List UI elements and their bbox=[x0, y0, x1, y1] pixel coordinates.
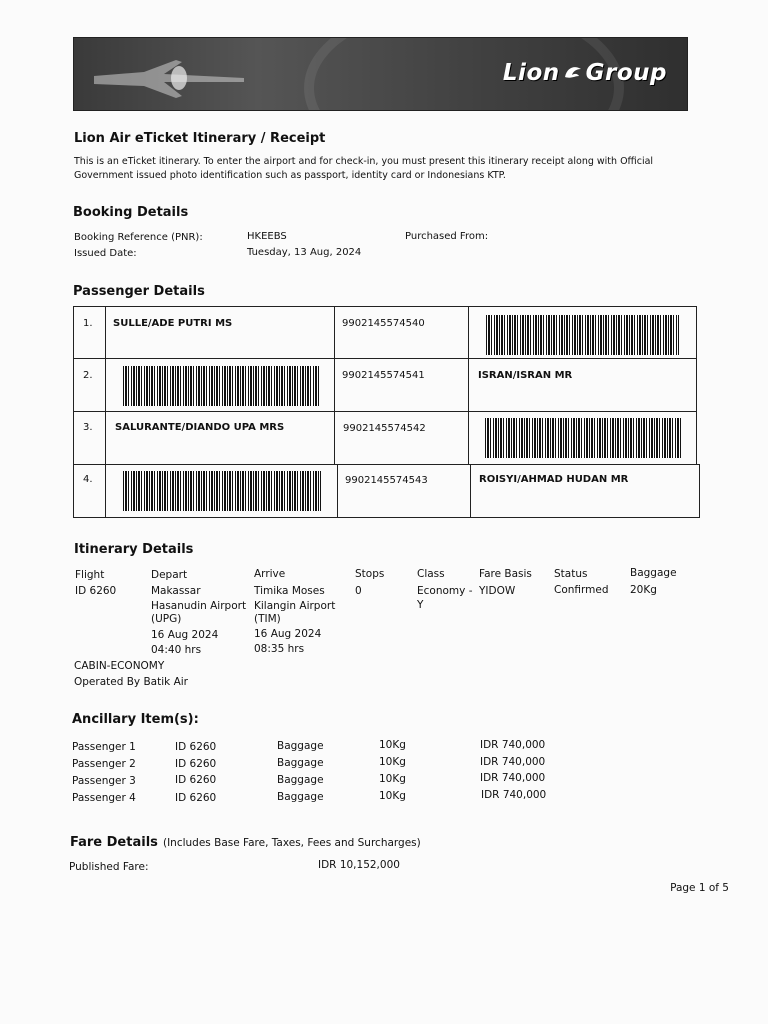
ancillary-flight: ID 6260 bbox=[175, 792, 217, 804]
arrive-line: Kilangin Airport bbox=[254, 600, 336, 612]
pax-name: SULLE/ADE PUTRI MS bbox=[113, 318, 233, 329]
arrive-line: 08:35 hrs bbox=[254, 643, 305, 655]
arrive-line: 16 Aug 2024 bbox=[254, 628, 322, 640]
pax-number: 3. bbox=[83, 422, 93, 433]
col-arrive-header: Arrive bbox=[254, 568, 286, 580]
class-line: Economy - bbox=[417, 585, 473, 597]
ancillary-weight: 10Kg bbox=[379, 739, 406, 751]
ancillary-item: Baggage bbox=[277, 740, 324, 752]
fare-note: (Includes Base Fare, Taxes, Fees and Surcharges) bbox=[162, 837, 421, 849]
col-status-header: Status bbox=[554, 568, 588, 580]
pax-name: ISRAN/ISRAN MR bbox=[478, 370, 573, 381]
itinerary-heading: Itinerary Details bbox=[74, 542, 194, 557]
ancillary-passenger: Passenger 2 bbox=[72, 758, 136, 770]
pax-row-1-ticket-cell bbox=[334, 306, 469, 359]
pax-row-4-num-cell bbox=[73, 464, 106, 518]
col-flight-header: Flight bbox=[75, 569, 105, 581]
ancillary-passenger: Passenger 4 bbox=[72, 792, 136, 804]
pax-name: ROISYI/AHMAD HUDAN MR bbox=[479, 474, 629, 485]
ticket-number: 9902145574541 bbox=[342, 370, 425, 381]
cabin-class: CABIN-ECONOMY bbox=[74, 660, 165, 672]
arrive-line: Timika Moses bbox=[254, 585, 325, 597]
ancillary-weight: 10Kg bbox=[379, 756, 406, 768]
ancillary-flight: ID 6260 bbox=[175, 758, 217, 770]
depart-line: 16 Aug 2024 bbox=[151, 629, 219, 641]
pax-number: 4. bbox=[83, 474, 93, 485]
pax-number: 1. bbox=[83, 318, 93, 329]
ancillary-price: IDR 740,000 bbox=[481, 789, 547, 801]
page-title: Lion Air eTicket Itinerary / Receipt bbox=[74, 131, 326, 146]
pax-row-2-ticket-cell bbox=[334, 358, 469, 412]
pax-name: SALURANTE/DIANDO UPA MRS bbox=[115, 422, 285, 433]
depart-line: Hasanudin Airport bbox=[151, 600, 247, 612]
pax-row-1-num-cell bbox=[73, 306, 106, 359]
booking-heading: Booking Details bbox=[73, 205, 189, 220]
barcode-icon bbox=[123, 366, 319, 406]
depart-line: (UPG) bbox=[151, 613, 182, 625]
fare-basis-value: YIDOW bbox=[479, 585, 516, 597]
fare-heading-line bbox=[70, 831, 421, 850]
ancillary-passenger: Passenger 1 bbox=[72, 741, 136, 753]
ticket-number: 9902145574542 bbox=[343, 423, 426, 434]
lion-group-logo: Lion Group bbox=[502, 60, 667, 86]
col-stops-header: Stops bbox=[355, 568, 385, 580]
ancillary-weight: 10Kg bbox=[379, 773, 406, 785]
barcode-icon bbox=[485, 418, 681, 458]
pax-row-3-num-cell bbox=[73, 411, 106, 465]
arrive-line: (TIM) bbox=[254, 613, 281, 625]
ticket-number: 9902145574543 bbox=[345, 475, 428, 486]
lion-logo-icon bbox=[563, 63, 583, 83]
pnr-value: HKEEBS bbox=[247, 231, 287, 242]
page-number: Page 1 of 5 bbox=[670, 882, 729, 894]
pax-row-4-ticket-cell bbox=[337, 464, 471, 518]
ancillary-flight: ID 6260 bbox=[175, 741, 217, 753]
issued-date-label: Issued Date: bbox=[74, 248, 137, 259]
ancillary-weight: 10Kg bbox=[379, 790, 406, 802]
barcode-icon bbox=[486, 315, 679, 355]
col-fare-basis-header: Fare Basis bbox=[479, 568, 532, 580]
pax-row-2-name-cell bbox=[468, 358, 697, 412]
passenger-table bbox=[73, 306, 700, 518]
purchased-from-label: Purchased From: bbox=[405, 231, 489, 242]
published-fare-label: Published Fare: bbox=[69, 861, 149, 873]
pax-row-3-name-cell bbox=[105, 411, 335, 465]
passenger-heading: Passenger Details bbox=[73, 284, 205, 299]
pnr-label: Booking Reference (PNR): bbox=[74, 232, 203, 243]
ancillary-passenger: Passenger 3 bbox=[72, 775, 136, 787]
col-baggage-header: Baggage bbox=[630, 567, 677, 579]
pax-row-3-ticket-cell bbox=[334, 411, 469, 465]
barcode-icon bbox=[123, 471, 321, 511]
ticket-number: 9902145574540 bbox=[342, 318, 425, 329]
ancillary-item: Baggage bbox=[277, 791, 324, 803]
ancillary-price: IDR 740,000 bbox=[480, 739, 546, 751]
pax-number: 2. bbox=[83, 370, 93, 381]
fare-heading: Fare Details bbox=[70, 835, 158, 850]
header-banner bbox=[73, 37, 688, 111]
operated-by: Operated By Batik Air bbox=[74, 676, 188, 688]
issued-date-value: Tuesday, 13 Aug, 2024 bbox=[247, 247, 362, 258]
depart-line: 04:40 hrs bbox=[151, 644, 202, 656]
depart-line: Makassar bbox=[151, 585, 201, 597]
ancillary-price: IDR 740,000 bbox=[480, 756, 546, 768]
intro-text: This is an eTicket itinerary. To enter the airport and for check-in, you must present this itinerary receipt along with Official Government issued photo identification such as passport, identity card or Indonesians KTP. bbox=[74, 156, 654, 181]
airplane-icon bbox=[84, 38, 254, 110]
col-depart-header: Depart bbox=[151, 569, 188, 581]
pax-row-4-name-cell bbox=[470, 464, 700, 518]
published-fare-value: IDR 10,152,000 bbox=[318, 859, 400, 871]
stops-value: 0 bbox=[355, 585, 362, 597]
ancillary-price: IDR 740,000 bbox=[480, 772, 546, 784]
ancillary-item: Baggage bbox=[277, 774, 324, 786]
pax-row-1-name-cell bbox=[105, 306, 335, 359]
ancillary-heading: Ancillary Item(s): bbox=[72, 712, 199, 727]
status-value: Confirmed bbox=[554, 584, 609, 596]
flight-number: ID 6260 bbox=[75, 585, 117, 597]
ancillary-item: Baggage bbox=[277, 757, 324, 769]
baggage-value: 20Kg bbox=[630, 584, 657, 596]
col-class-header: Class bbox=[417, 568, 445, 580]
ancillary-flight: ID 6260 bbox=[175, 774, 217, 786]
class-line: Y bbox=[417, 599, 424, 611]
pax-row-2-num-cell bbox=[73, 358, 106, 412]
